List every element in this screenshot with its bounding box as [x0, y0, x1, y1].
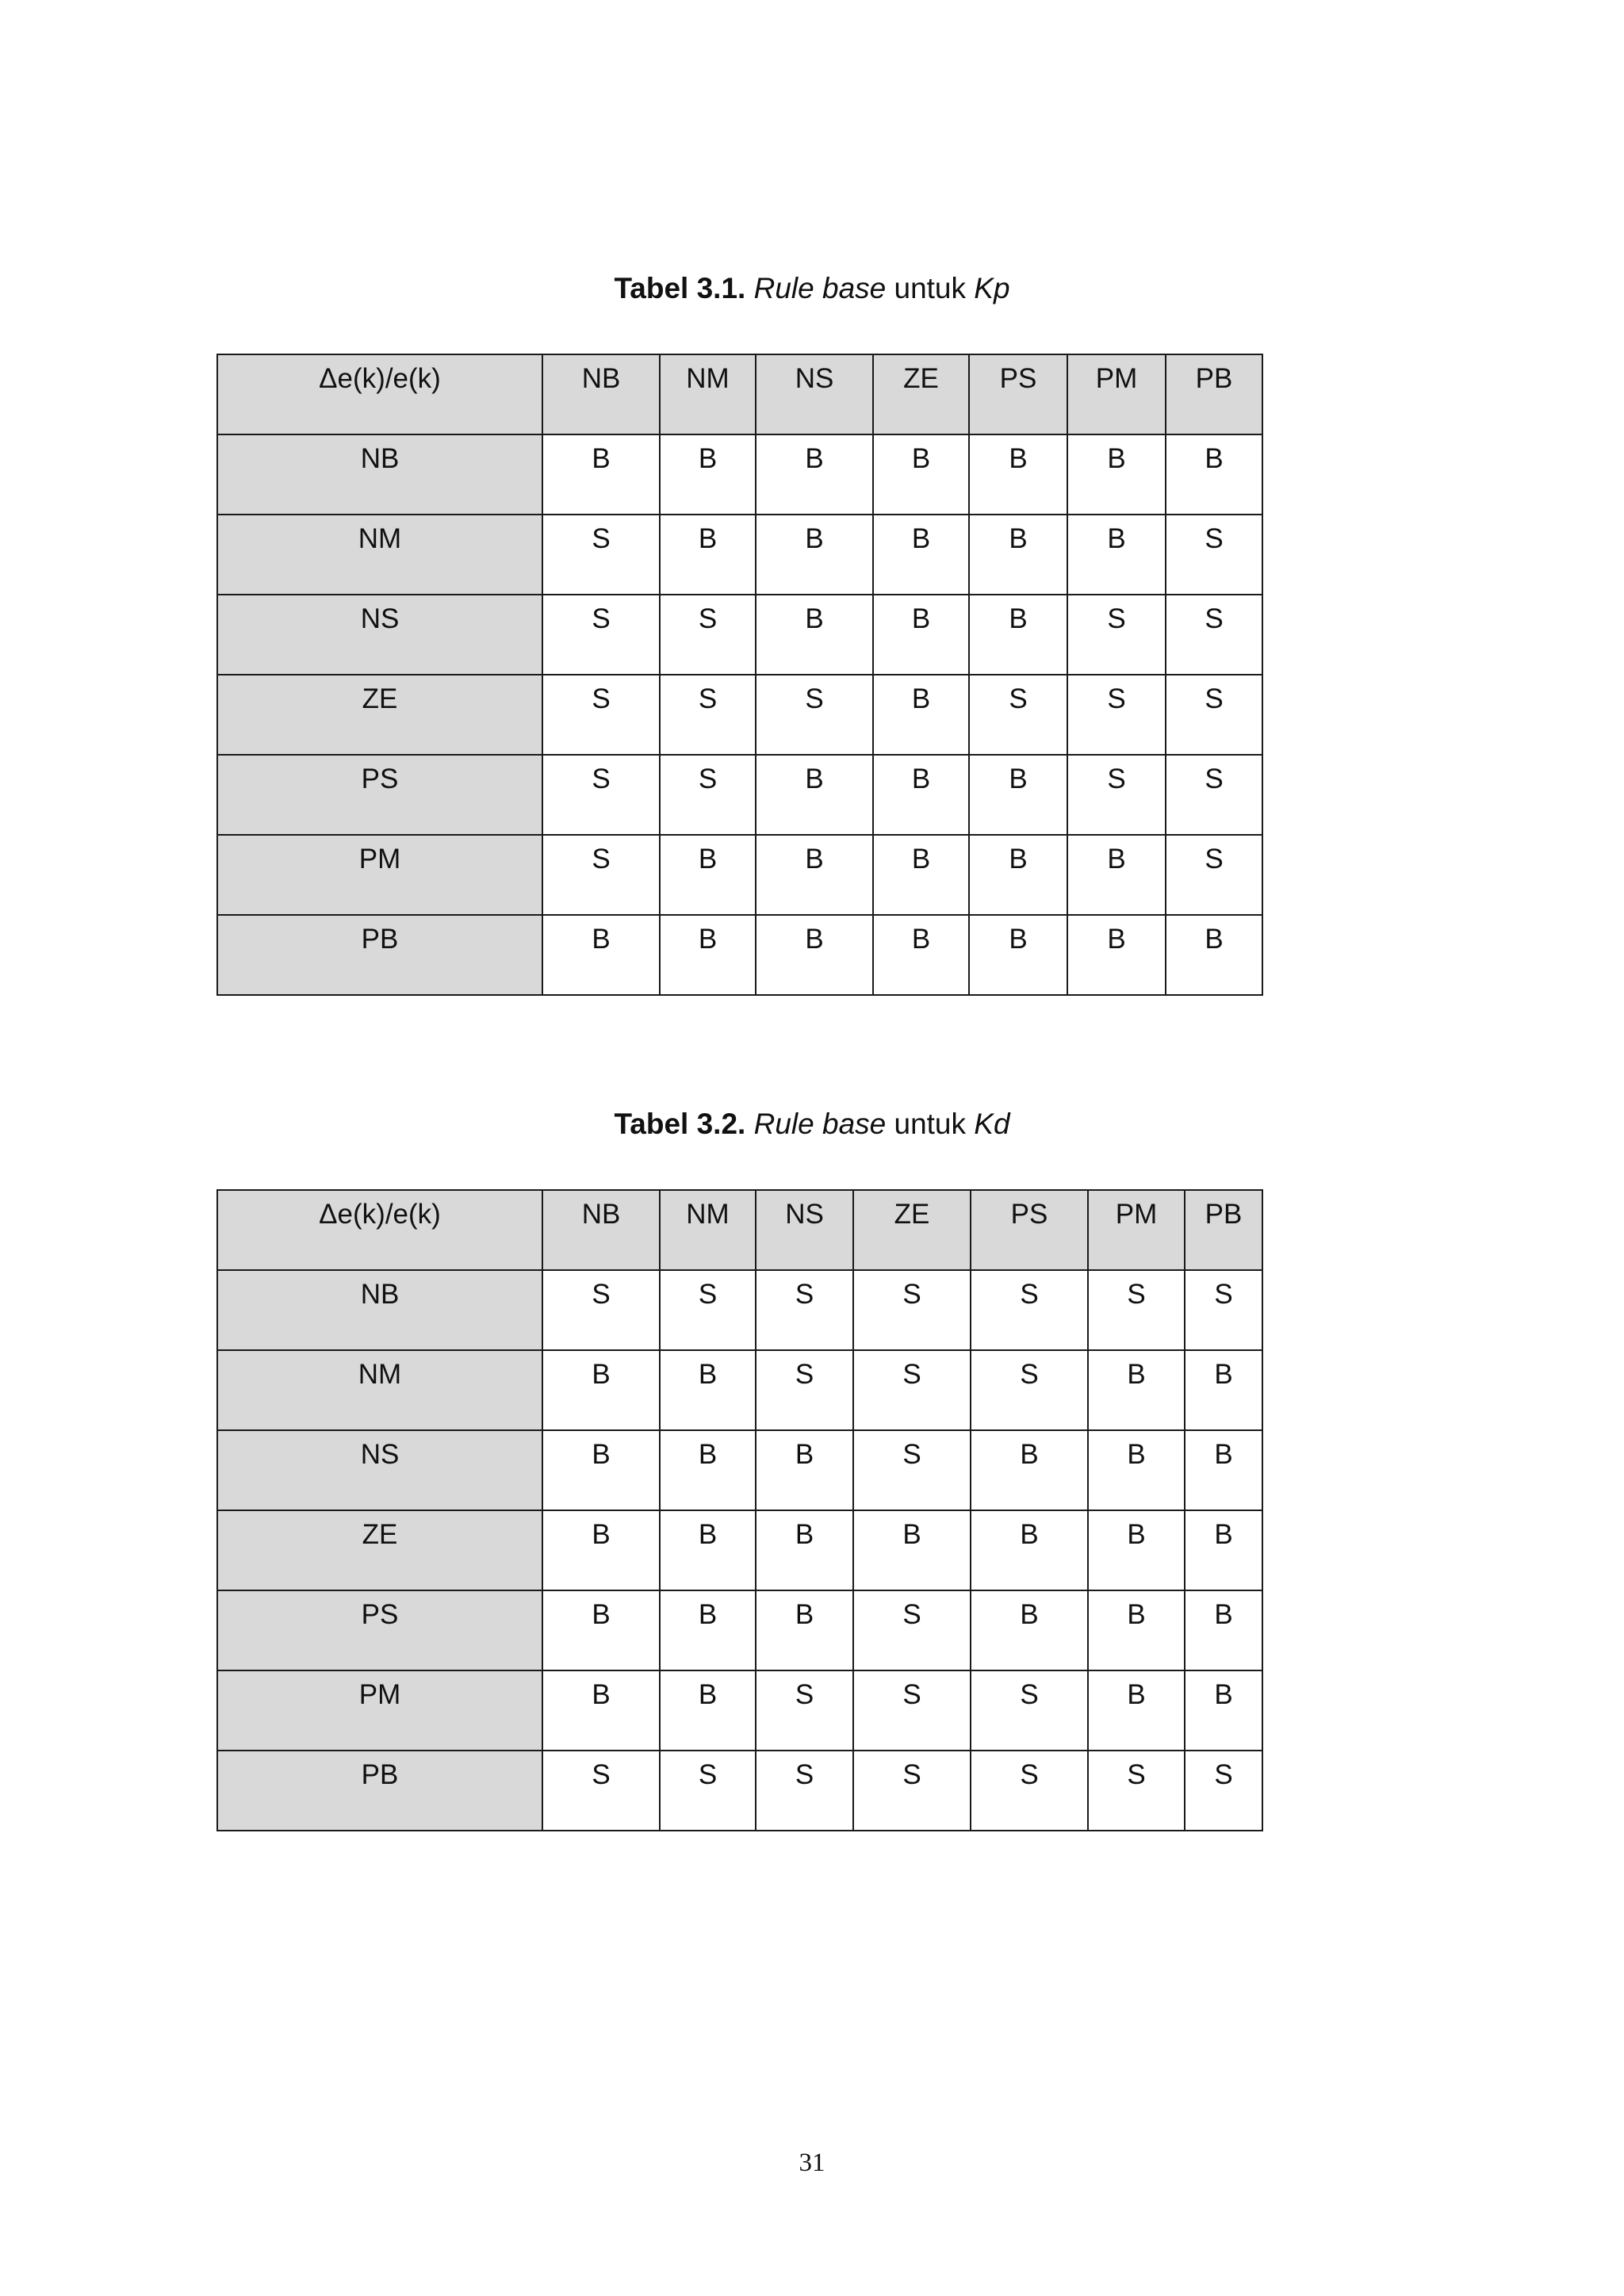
- table-cell: B: [660, 1350, 756, 1430]
- column-header: NS: [756, 1190, 853, 1270]
- table-cell: S: [853, 1350, 971, 1430]
- table-cell: B: [542, 1670, 660, 1751]
- table-cell: S: [1067, 755, 1166, 835]
- table-cell: S: [1088, 1751, 1185, 1831]
- table-cell: S: [660, 1270, 756, 1350]
- table-cell: B: [756, 755, 873, 835]
- table-cell: B: [756, 835, 873, 915]
- column-header: PS: [971, 1190, 1088, 1270]
- row-header: ZE: [217, 1510, 542, 1590]
- table-cell: S: [542, 595, 660, 675]
- table-cell: S: [969, 675, 1067, 755]
- caption-variable: Kp: [974, 272, 1010, 304]
- table-cell: S: [542, 515, 660, 595]
- table-row: [217, 1430, 1262, 1510]
- table-cell: S: [542, 675, 660, 755]
- table-cell: B: [542, 1510, 660, 1590]
- row-header: NS: [217, 595, 542, 675]
- table-cell: B: [542, 1590, 660, 1670]
- table-cell: S: [756, 1751, 853, 1831]
- table-cell: B: [873, 515, 969, 595]
- table-cell: B: [873, 434, 969, 515]
- table-cell: S: [1067, 595, 1166, 675]
- table-cell: B: [971, 1510, 1088, 1590]
- table-cell: B: [1088, 1510, 1185, 1590]
- table-cell: S: [542, 1751, 660, 1831]
- table-cell: B: [1088, 1430, 1185, 1510]
- table-cell: B: [542, 1430, 660, 1510]
- caption-label: Tabel 3.2.: [614, 1108, 746, 1140]
- table-cell: B: [873, 595, 969, 675]
- table-cell: S: [1185, 1270, 1262, 1350]
- table-cell: S: [756, 1670, 853, 1751]
- column-header: PM: [1088, 1190, 1185, 1270]
- column-header: NB: [542, 354, 660, 434]
- table-cell: S: [660, 1751, 756, 1831]
- table-cell: B: [660, 515, 756, 595]
- table-cell: S: [756, 1270, 853, 1350]
- column-header: PB: [1185, 1190, 1262, 1270]
- row-header: NM: [217, 1350, 542, 1430]
- table-row: [217, 515, 1262, 595]
- table-cell: B: [1185, 1510, 1262, 1590]
- table-cell: B: [756, 434, 873, 515]
- caption-plain: untuk: [894, 272, 967, 304]
- corner-header: Δe(k)/e(k): [217, 354, 542, 434]
- table-cell: B: [1185, 1670, 1262, 1751]
- table-cell: S: [1185, 1751, 1262, 1831]
- table-cell: B: [1088, 1590, 1185, 1670]
- table-cell: S: [853, 1670, 971, 1751]
- column-header: PS: [969, 354, 1067, 434]
- table-cell: S: [660, 755, 756, 835]
- table-cell: B: [969, 755, 1067, 835]
- table-cell: S: [1166, 835, 1262, 915]
- table-cell: B: [969, 915, 1067, 995]
- row-header: NB: [217, 434, 542, 515]
- table-cell: B: [969, 595, 1067, 675]
- table-cell: B: [756, 515, 873, 595]
- table-cell: B: [542, 1350, 660, 1430]
- table-cell: B: [969, 515, 1067, 595]
- row-header: ZE: [217, 675, 542, 755]
- table-row: [217, 434, 1262, 515]
- table-cell: S: [853, 1270, 971, 1350]
- column-header: NM: [660, 354, 756, 434]
- table-cell: B: [660, 1590, 756, 1670]
- row-header: PB: [217, 1751, 542, 1831]
- table-cell: B: [1067, 515, 1166, 595]
- table-cell: S: [1166, 595, 1262, 675]
- header-row: [217, 354, 1262, 434]
- table-cell: S: [1166, 755, 1262, 835]
- row-header: PB: [217, 915, 542, 995]
- table-cell: S: [1088, 1270, 1185, 1350]
- column-header: PB: [1166, 354, 1262, 434]
- table-cell: S: [542, 1270, 660, 1350]
- table-row: [217, 1670, 1262, 1751]
- table-cell: B: [660, 1670, 756, 1751]
- table-row: [217, 675, 1262, 755]
- table-row: [217, 1751, 1262, 1831]
- table-cell: B: [756, 1590, 853, 1670]
- table-row: [217, 755, 1262, 835]
- table-row: [217, 915, 1262, 995]
- table-cell: S: [1166, 515, 1262, 595]
- table-row: [217, 1510, 1262, 1590]
- table-cell: S: [660, 675, 756, 755]
- header-row: [217, 1190, 1262, 1270]
- table-cell: S: [1067, 675, 1166, 755]
- column-header: PM: [1067, 354, 1166, 434]
- row-header: NS: [217, 1430, 542, 1510]
- column-header: NM: [660, 1190, 756, 1270]
- rule-base-table-kp: [216, 354, 1263, 996]
- table-cell: B: [1088, 1670, 1185, 1751]
- table-cell: S: [853, 1590, 971, 1670]
- table-cell: B: [971, 1590, 1088, 1670]
- table-row: [217, 1270, 1262, 1350]
- table-cell: B: [542, 915, 660, 995]
- column-header: ZE: [853, 1190, 971, 1270]
- caption-label: Tabel 3.1.: [614, 272, 746, 304]
- table-cell: B: [1067, 835, 1166, 915]
- row-header: NB: [217, 1270, 542, 1350]
- column-header: ZE: [873, 354, 969, 434]
- table-cell: B: [873, 835, 969, 915]
- table-cell: B: [1166, 434, 1262, 515]
- table-cell: B: [1067, 915, 1166, 995]
- row-header: PM: [217, 1670, 542, 1751]
- table-cell: B: [756, 595, 873, 675]
- row-header: PS: [217, 1590, 542, 1670]
- caption-italic: Rule base: [753, 272, 887, 304]
- row-header: PM: [217, 835, 542, 915]
- table-cell: B: [660, 434, 756, 515]
- page-number: 31: [799, 2149, 825, 2177]
- table-cell: B: [1185, 1430, 1262, 1510]
- table-cell: S: [971, 1270, 1088, 1350]
- table-cell: B: [660, 1510, 756, 1590]
- table-cell: S: [542, 835, 660, 915]
- table-cell: S: [971, 1670, 1088, 1751]
- table-cell: B: [660, 835, 756, 915]
- table-cell: B: [1185, 1590, 1262, 1670]
- column-header: NB: [542, 1190, 660, 1270]
- table-cell: B: [969, 835, 1067, 915]
- column-header: NS: [756, 354, 873, 434]
- table-kp-caption: [0, 271, 1624, 306]
- row-header: NM: [217, 515, 542, 595]
- table-cell: B: [542, 434, 660, 515]
- table-cell: S: [1166, 675, 1262, 755]
- table-cell: S: [542, 755, 660, 835]
- table-cell: B: [971, 1430, 1088, 1510]
- table-cell: S: [971, 1751, 1088, 1831]
- table-cell: B: [756, 1510, 853, 1590]
- table-cell: B: [873, 915, 969, 995]
- table-row: [217, 1590, 1262, 1670]
- corner-header: Δe(k)/e(k): [217, 1190, 542, 1270]
- table-row: [217, 835, 1262, 915]
- table-cell: B: [756, 915, 873, 995]
- table-row: [217, 1350, 1262, 1430]
- table-cell: B: [969, 434, 1067, 515]
- table-cell: B: [660, 915, 756, 995]
- rule-base-table-kd: [216, 1189, 1263, 1831]
- table-cell: B: [873, 755, 969, 835]
- caption-variable: Kd: [974, 1108, 1010, 1140]
- table-cell: B: [660, 1430, 756, 1510]
- caption-italic: Rule base: [753, 1108, 887, 1140]
- row-header: PS: [217, 755, 542, 835]
- table-kd-caption: [0, 1107, 1624, 1142]
- table-cell: S: [971, 1350, 1088, 1430]
- table-row: [217, 595, 1262, 675]
- table-cell: B: [1185, 1350, 1262, 1430]
- table-cell: B: [756, 1430, 853, 1510]
- table-cell: B: [873, 675, 969, 755]
- table-cell: B: [1088, 1350, 1185, 1430]
- table-cell: S: [853, 1751, 971, 1831]
- table-cell: S: [756, 1350, 853, 1430]
- table-cell: S: [756, 675, 873, 755]
- table-cell: S: [660, 595, 756, 675]
- table-cell: B: [1067, 434, 1166, 515]
- caption-plain: untuk: [894, 1108, 967, 1140]
- table-cell: B: [853, 1510, 971, 1590]
- table-cell: S: [853, 1430, 971, 1510]
- table-cell: B: [1166, 915, 1262, 995]
